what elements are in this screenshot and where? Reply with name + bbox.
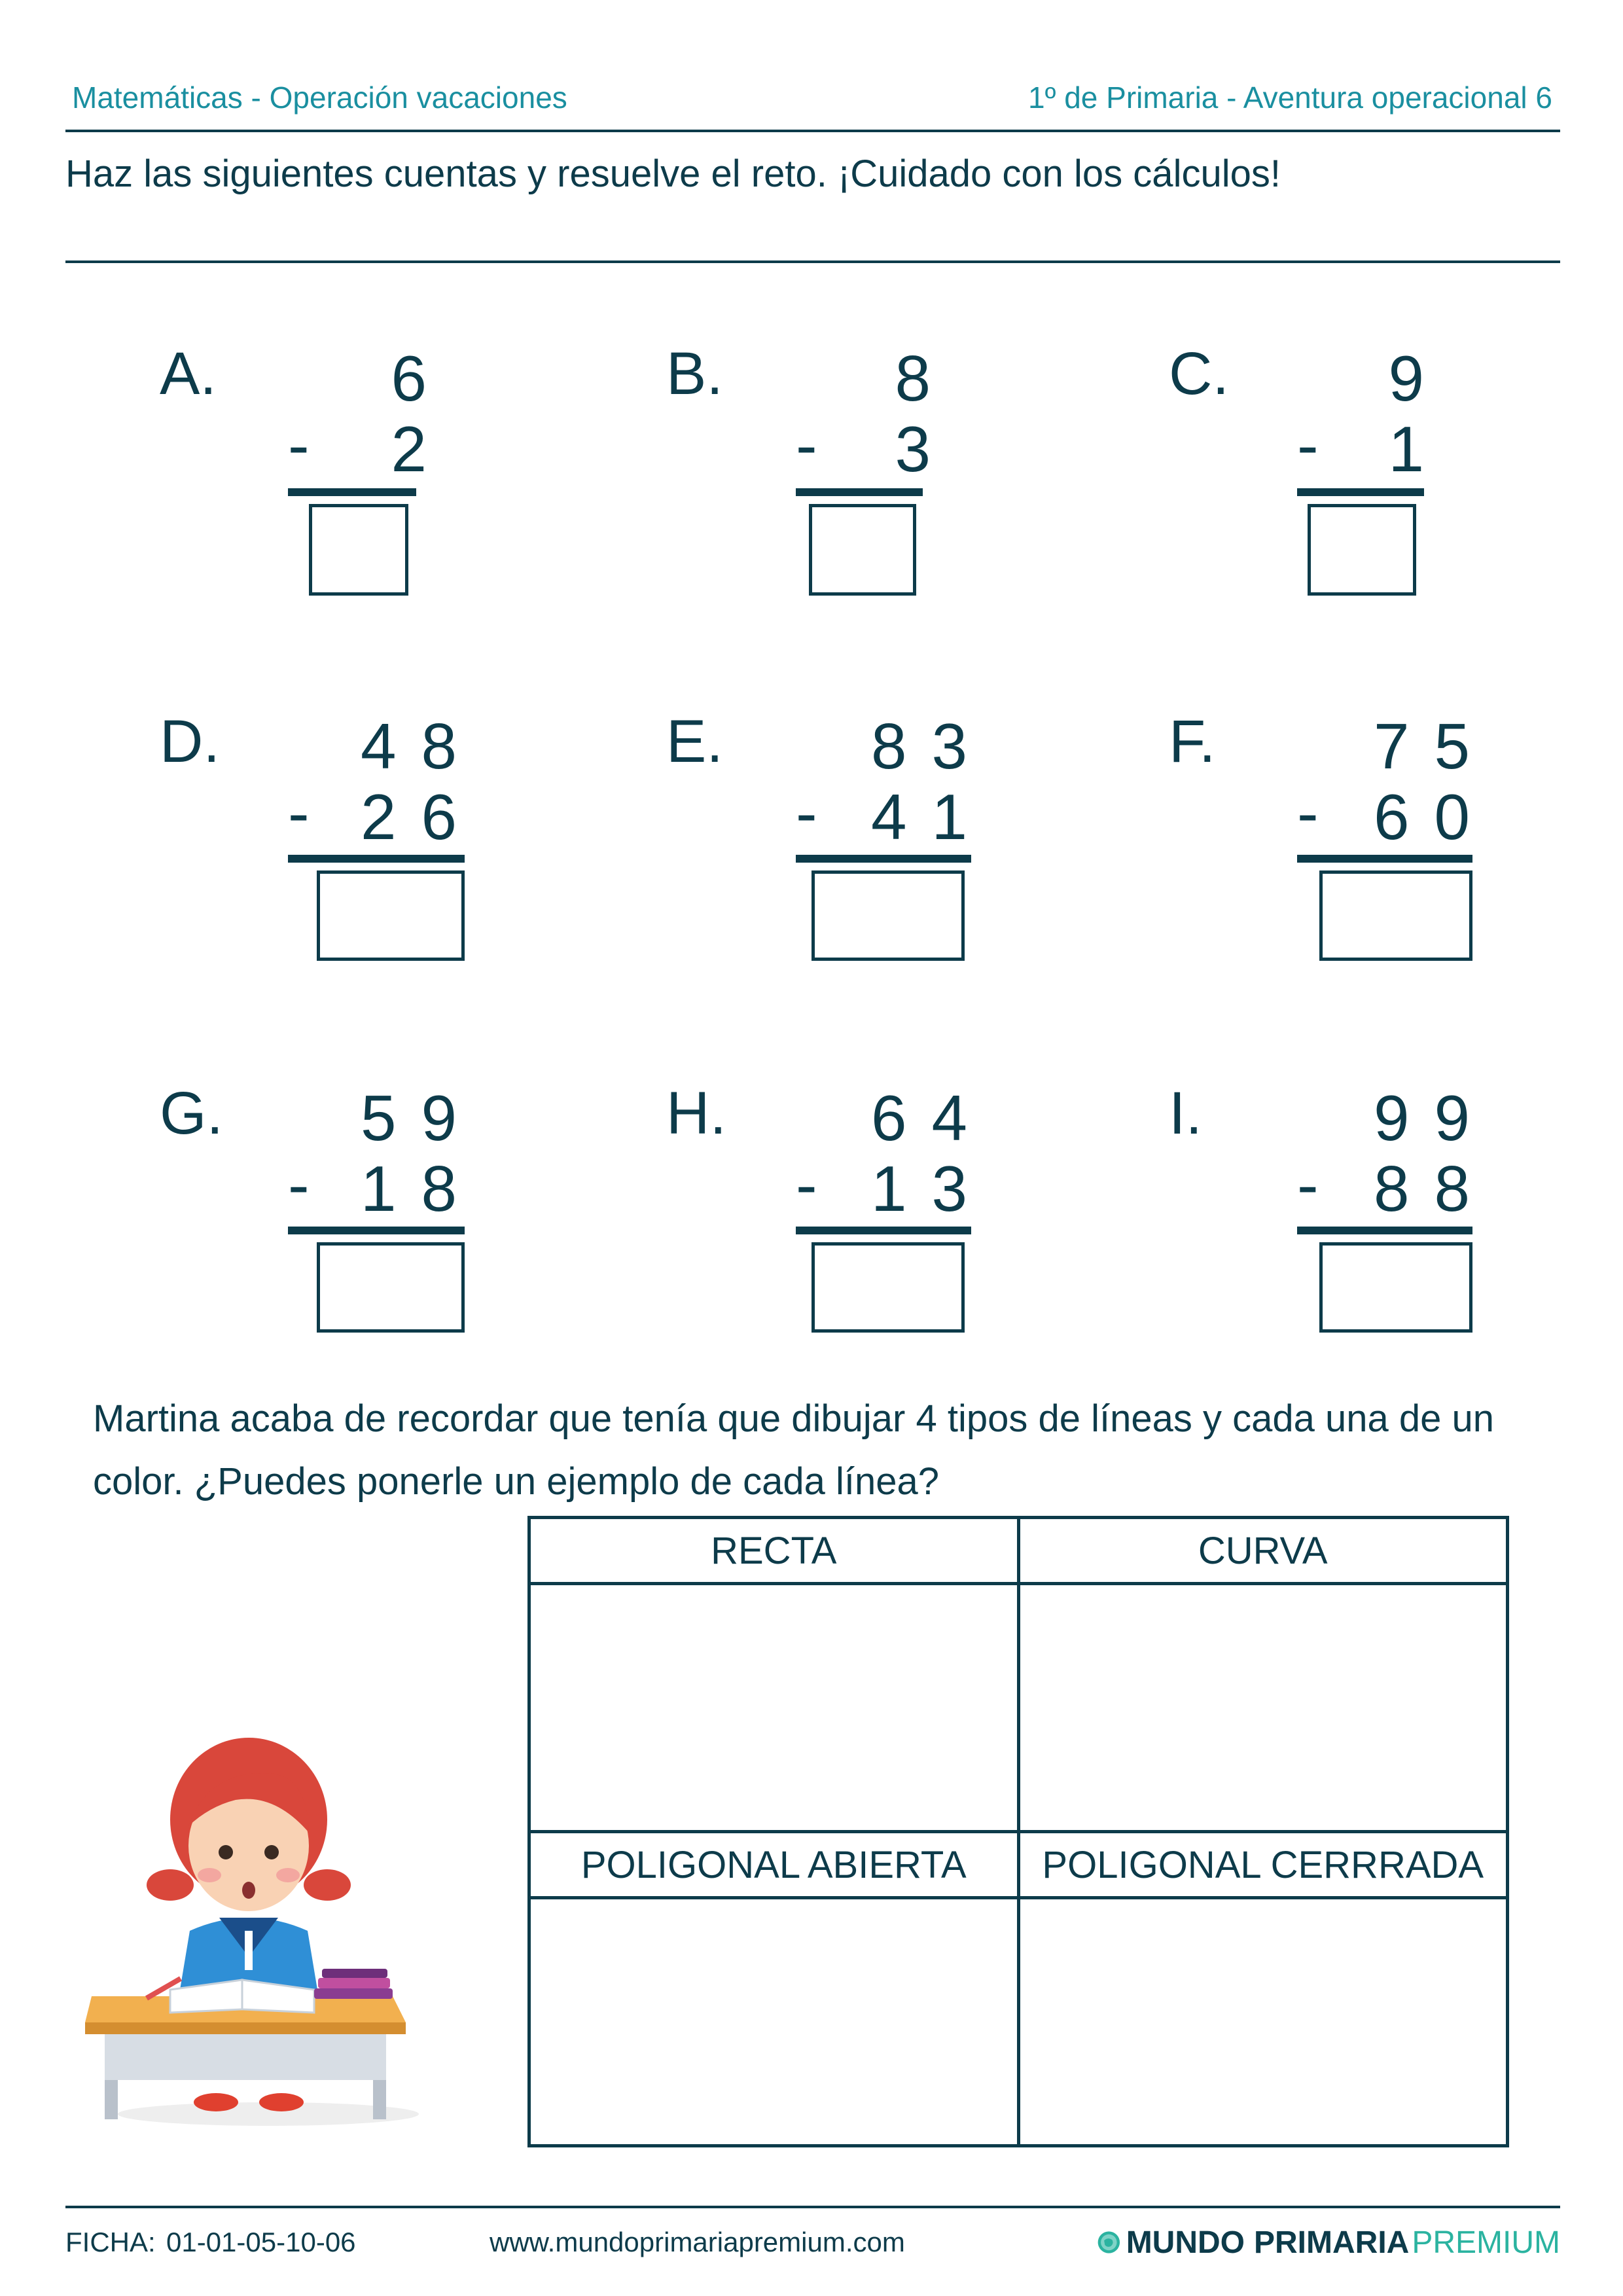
result-bar <box>1297 1227 1472 1234</box>
problem-label: C. <box>1169 340 1229 407</box>
result-bar <box>288 1227 465 1234</box>
problem-label: B. <box>666 340 723 407</box>
minus-sign: - <box>288 777 310 849</box>
minuend: 48 <box>360 710 482 782</box>
problem-i <box>1169 1077 1623 1378</box>
problem-label: F. <box>1169 708 1216 775</box>
answer-box[interactable] <box>812 870 965 961</box>
minus-sign: - <box>796 777 817 849</box>
minus-sign: - <box>1297 409 1319 481</box>
problem-label: A. <box>160 340 217 407</box>
minuend: 75 <box>1373 710 1495 782</box>
brand-primaria: PRIMARIA <box>1254 2225 1410 2260</box>
subtrahend: 88 <box>1373 1153 1495 1225</box>
minus-sign: - <box>1297 777 1319 849</box>
lines-table <box>527 1516 1509 2147</box>
subtrahend: 13 <box>870 1153 992 1225</box>
globe-icon <box>1097 2221 1121 2264</box>
problem-d <box>160 706 657 1007</box>
minuend: 64 <box>870 1082 992 1154</box>
header-level: 1º de Primaria - Aventura operacional 6 <box>1028 81 1552 115</box>
problem-label: E. <box>666 708 723 775</box>
brand-logo <box>1097 2220 1560 2265</box>
instructions-rule <box>65 260 1560 263</box>
header-subject: Matemáticas - Operación vacaciones <box>72 81 567 115</box>
problem-a <box>160 338 657 639</box>
minuend: 8 <box>895 342 955 414</box>
subtrahend: 2 <box>391 413 452 485</box>
minus-sign: - <box>796 1149 817 1221</box>
answer-box[interactable] <box>1319 870 1472 961</box>
header-curva: CURVA <box>1018 1518 1508 1584</box>
minuend: 99 <box>1373 1082 1495 1154</box>
minuend: 83 <box>870 710 992 782</box>
answer-box[interactable] <box>1308 504 1416 596</box>
website-url: www.mundoprimariapremium.com <box>490 2227 905 2257</box>
header-recta: RECTA <box>529 1518 1019 1584</box>
answer-box[interactable] <box>812 1242 965 1333</box>
result-bar <box>288 488 416 496</box>
ficha-code: 01-01-05-10-06 <box>166 2227 356 2257</box>
header-poligonal-abierta: POLIGONAL ABIERTA <box>529 1832 1019 1898</box>
problem-label: H. <box>666 1080 726 1147</box>
result-bar <box>796 488 923 496</box>
minuend: 9 <box>1388 342 1449 414</box>
subtrahend: 26 <box>360 781 482 853</box>
problem-label: I. <box>1169 1080 1203 1147</box>
header-rule <box>65 130 1560 132</box>
footer-rule <box>65 2206 1560 2208</box>
answer-box[interactable] <box>1319 1242 1472 1333</box>
answer-box[interactable] <box>317 870 465 961</box>
minuend: 6 <box>391 342 452 414</box>
minus-sign: - <box>796 409 817 481</box>
result-bar <box>1297 855 1472 863</box>
challenge-text: Martina acaba de recordar que tenía que dibujar 4 tipos de líneas y cada una de un color. ¿Puedes ponerle un ejemplo de cada línea? <box>93 1397 1495 1503</box>
subtrahend: 1 <box>1388 413 1449 485</box>
problem-h <box>666 1077 1164 1378</box>
brand-premium: PREMIUM <box>1412 2225 1560 2260</box>
subtrahend: 18 <box>360 1153 482 1225</box>
answer-box[interactable] <box>809 504 916 596</box>
ficha-label: FICHA: <box>65 2227 156 2257</box>
answer-box[interactable] <box>309 504 408 596</box>
girl-at-desk-icon <box>79 1721 445 2127</box>
problem-e <box>666 706 1164 1007</box>
header-poligonal-cerrada: POLIGONAL CERRRADA <box>1018 1832 1508 1898</box>
drawing-cell-poligonal-cerrada[interactable] <box>1018 1898 1508 2146</box>
minus-sign: - <box>1297 1149 1319 1221</box>
brand-mundo: MUNDO <box>1126 2225 1245 2260</box>
problem-label: D. <box>160 708 220 775</box>
drawing-cell-poligonal-abierta[interactable] <box>529 1898 1019 2146</box>
subtrahend: 3 <box>895 413 955 485</box>
minus-sign: - <box>288 409 310 481</box>
minus-sign: - <box>288 1149 310 1221</box>
drawing-cell-curva[interactable] <box>1018 1584 1508 1832</box>
instructions: Haz las siguientes cuentas y resuelve el reto. ¡Cuidado con los cálculos! <box>65 152 1281 195</box>
result-bar <box>796 1227 971 1234</box>
answer-box[interactable] <box>317 1242 465 1333</box>
problem-f <box>1169 706 1623 1007</box>
problem-b <box>666 338 1164 639</box>
result-bar <box>1297 488 1424 496</box>
problem-label: G. <box>160 1080 224 1147</box>
problem-g <box>160 1077 657 1378</box>
subtrahend: 60 <box>1373 781 1495 853</box>
minuend: 59 <box>360 1082 482 1154</box>
result-bar <box>288 855 465 863</box>
result-bar <box>796 855 971 863</box>
subtrahend: 41 <box>870 781 992 853</box>
problem-c <box>1169 338 1623 639</box>
drawing-cell-recta[interactable] <box>529 1584 1019 1832</box>
